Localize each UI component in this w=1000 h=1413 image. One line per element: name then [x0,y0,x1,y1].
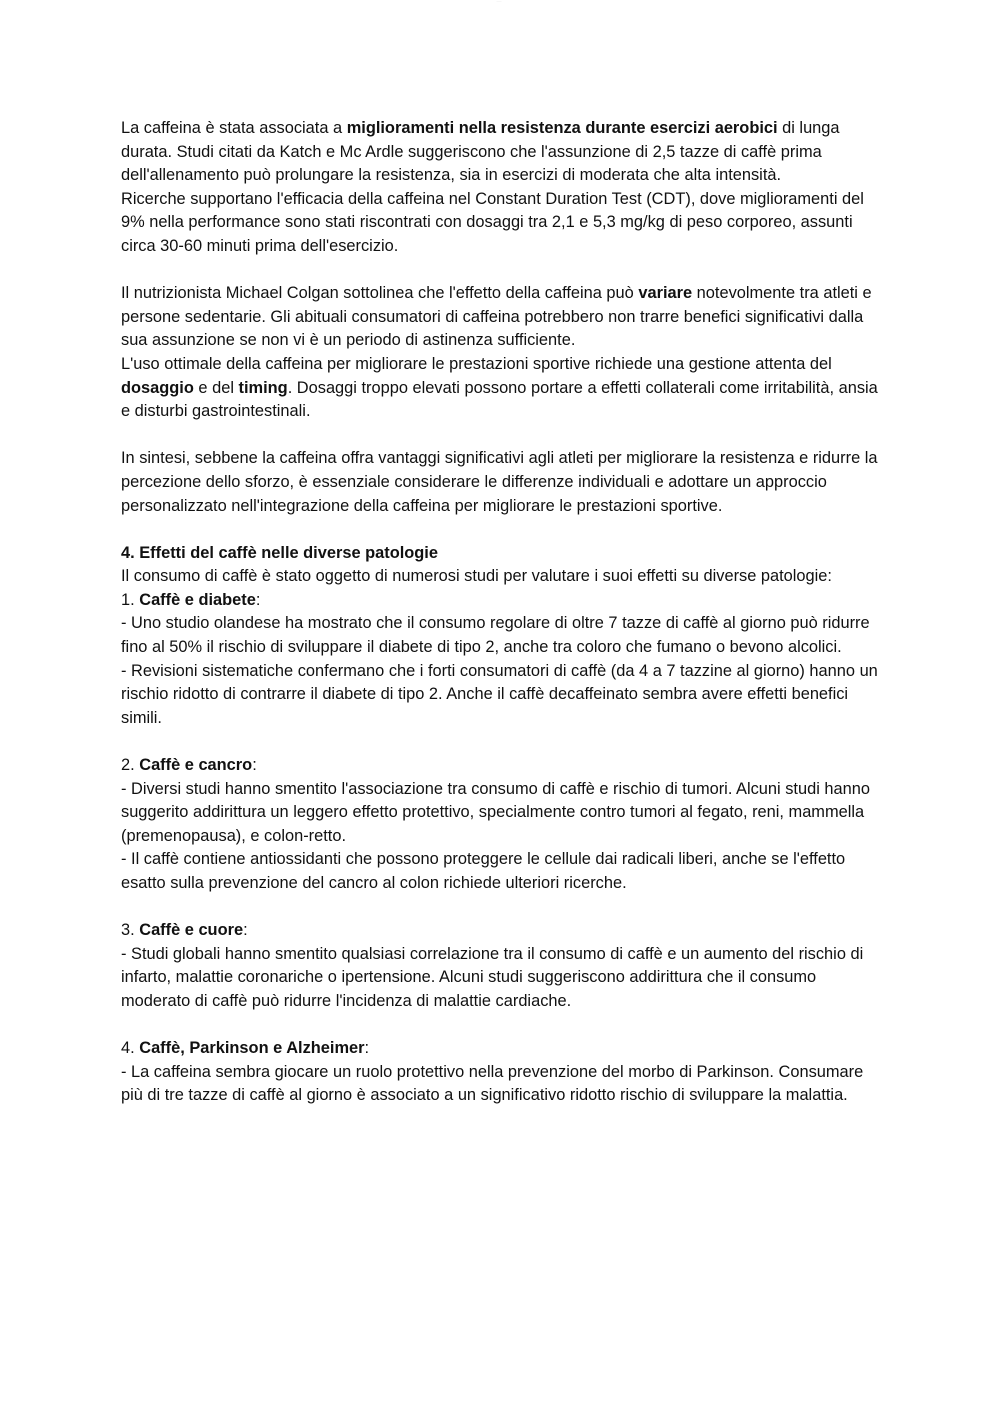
subsection-title-parkinson: 4. Caffè, Parkinson e Alzheimer: [121,1039,370,1058]
paragraph-spacer [121,518,881,542]
bold-dosaggio: dosaggio [121,378,194,397]
section-heading: 4. Effetti del caffè nelle diverse patologie [121,543,438,562]
bullet-diabete-2: - Revisioni sistematiche confermano che i forti consumatori di caffè (da 4 a 7 tazzine al giorno) hanno un rischio ridotto di contrarre il diabete di tipo 2. Anche il caffè decaffeinato sembra avere effetti benefici simili. [121,661,878,727]
paragraph-spacer [121,259,881,283]
section-intro: Il consumo di caffè è stato oggetto di numerosi studi per valutare i suoi effetti su diverse patologie: [121,567,832,586]
paragraph-spacer [121,1014,881,1038]
subsection-title-cuore: 3. Caffè e cuore: [121,921,248,940]
paragraph-endurance: La caffeina è stata associata a miglioramenti nella resistenza durante esercizi aerobici di lunga durata. Studi citati da Katch e Mc Ardle suggeriscono che l'assunzione di 2,5 tazze di caffè prima dell'allenamento può prolungare la resistenza, sia in esercizi di moderata che alta intensità. [121,119,840,185]
paragraph-spacer [121,896,881,920]
bullet-parkinson-1: - La caffeina sembra giocare un ruolo protettivo nella prevenzione del morbo di Parkinson. Consumare più di tre tazze di caffè al giorno è associato a un significativo ridotto rischio di sviluppare la malattia. [121,1062,864,1105]
bullet-diabete-1: - Uno studio olandese ha mostrato che il consumo regolare di oltre 7 tazze di caffè al giorno può ridurre fino al 50% il rischio di sviluppare il diabete di tipo 2, anche tra coloro che fumano o bevono alcolici. [121,614,870,657]
bold-variare: variare [638,284,693,303]
paragraph-cdt: Ricerche supportano l'efficacia della caffeina nel Constant Duration Test (CDT), dove miglioramenti del 9% nella performance sono stati riscontrati con dosaggi tra 2,1 e 5,3 mg/kg di peso corporeo, assunti circa 30-60 minuti prima dell'esercizio. [121,189,864,255]
bold-endurance: miglioramenti nella resistenza durante esercizi aerobici [346,119,778,137]
paragraph-colgan: Il nutrizionista Michael Colgan sottolinea che l'effetto della caffeina può variare notevolmente tra atleti e persone sedentarie. Gli abituali consumatori di caffeina potrebbero non trarre benefici significativi dalla sua assunzione se non vi è un periodo di astinenza sufficiente. [121,284,872,350]
bullet-cuore-1: - Studi globali hanno smentito qualsiasi correlazione tra il consumo di caffè e un aumento del rischio di infarto, malattie coronariche o ipertensione. Alcuni studi suggeriscono addirittura che il consumo moderato di caffè può ridurre l'incidenza di malattie cardiache. [121,944,864,1010]
subsection-title-diabete: 1. Caffè e diabete: [121,590,261,609]
document-body [121,117,881,1108]
paragraph-summary: In sintesi, sebbene la caffeina offra vantaggi significativi agli atleti per migliorare la resistenza e ridurre la percezione dello sforzo, è essenziale considerare le differenze individuali e adottare un approccio personalizzato nell'integrazione della caffeina per migliorare le prestazioni sportive. [121,449,878,515]
paragraph-dosage: L'uso ottimale della caffeina per migliorare le prestazioni sportive richiede una gestione attenta del dosaggio e del timing. Dosaggi troppo elevati possono portare a effetti collaterali come irritabilità, ansia e disturbi gastrointestinali. [121,354,878,421]
bullet-cancro-2: - Il caffè contiene antiossidanti che possono proteggere le cellule dai radicali liberi, anche se l'effetto esatto sulla prevenzione del cancro al colon richiede ulteriori ricerche. [121,850,846,892]
subsection-title-cancro: 2. Caffè e cancro: [121,756,257,775]
bullet-cancro-1: - Diversi studi hanno smentito l'associazione tra consumo di caffè e rischio di tumori. Alcuni studi hanno suggerito addirittura un leggero effetto protettivo, specialmente contro tumori al fegato, reni, mammella (premenopausa), e colon-retto. [121,779,870,845]
paragraph-spacer [121,424,881,448]
bold-timing: timing [238,378,288,397]
page-header-mark: ····· [496,0,502,3]
paragraph-spacer [121,730,881,754]
